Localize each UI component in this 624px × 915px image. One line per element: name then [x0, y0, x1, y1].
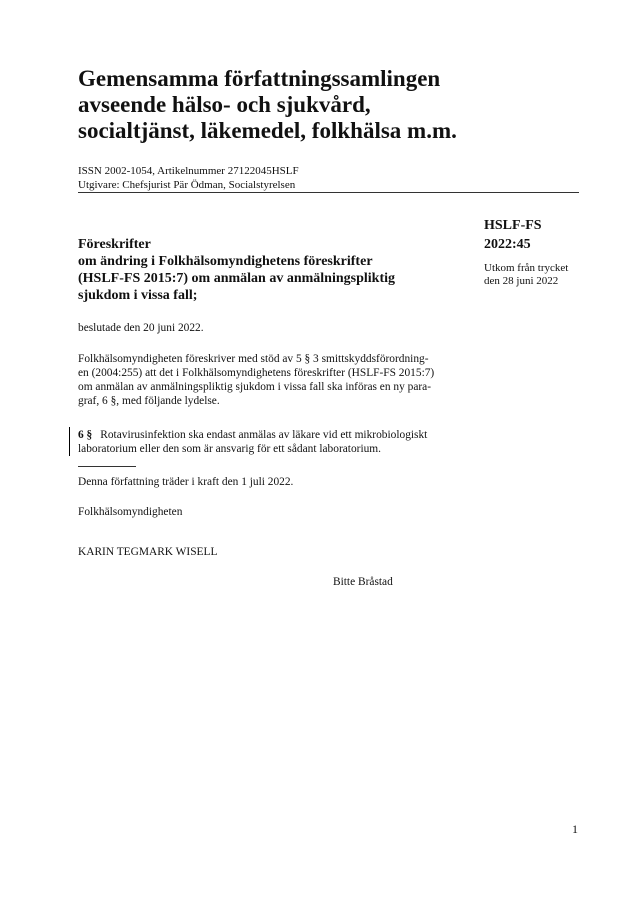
intro-line: graf, 6 §, med följande lydelse.: [78, 395, 220, 407]
section-number: 6 §: [78, 429, 93, 441]
heading-line: om ändring i Folkhälsomyndighetens föreskrifter: [78, 254, 373, 269]
published-line: Utkom från trycket: [484, 262, 569, 274]
signatory: KARIN TEGMARK WISELL: [78, 546, 218, 558]
decision-date: beslutade den 20 juni 2022.: [78, 322, 204, 334]
publication-meta: [78, 164, 299, 192]
intro-line: Folkhälsomyndigheten föreskriver med stöd av 5 § 3 smittskyddsförordning-: [78, 353, 429, 365]
publisher-line: Utgivare: Chefsjurist Pär Ödman, Socialstyrelsen: [78, 179, 296, 191]
section-line: [78, 428, 488, 442]
title-line: Gemensamma författningssamlingen: [78, 66, 441, 91]
heading-line: Föreskrifter: [78, 237, 151, 252]
intro-line: en (2004:255) att det i Folkhälsomyndighetens föreskrifter (HSLF-FS 2015:7): [78, 367, 435, 379]
intro-line: om anmälan av anmälningspliktig sjukdom i vissa fall ska införas en ny para-: [78, 381, 432, 393]
change-marker-bar: [69, 427, 70, 456]
regulation-heading: [78, 236, 395, 304]
heading-line: (HSLF-FS 2015:7) om anmälan av anmälningspliktig: [78, 271, 395, 286]
intro-paragraph: [78, 352, 483, 408]
issuing-agency: Folkhälsomyndigheten: [78, 506, 183, 518]
publication-date: [484, 262, 568, 288]
section-text: Rotavirusinfektion ska endast anmälas av läkare vid ett mikrobiologiskt: [100, 429, 428, 441]
co-signatory: Bitte Bråstad: [333, 576, 393, 588]
publication-title: [78, 66, 598, 144]
section-divider: [78, 466, 136, 467]
page-number: 1: [572, 822, 578, 836]
series-code: HSLF-FS: [484, 218, 542, 233]
section-line: laboratorium eller den som är ansvarig för ett sådant laboratorium.: [78, 443, 382, 455]
regulation-number: 2022:45: [484, 237, 531, 252]
issn-line: ISSN 2002-1054, Artikelnummer 27122045HSLF: [78, 165, 299, 177]
title-line: socialtjänst, läkemedel, folkhälsa m.m.: [78, 118, 457, 143]
heading-line: sjukdom i vissa fall;: [78, 288, 198, 303]
published-line: den 28 juni 2022: [484, 275, 559, 287]
regulation-code: [484, 216, 542, 254]
section-6: [78, 428, 488, 456]
header-divider: [78, 192, 579, 193]
title-line: avseende hälso- och sjukvård,: [78, 92, 371, 117]
entry-into-force: Denna författning träder i kraft den 1 juli 2022.: [78, 476, 294, 488]
